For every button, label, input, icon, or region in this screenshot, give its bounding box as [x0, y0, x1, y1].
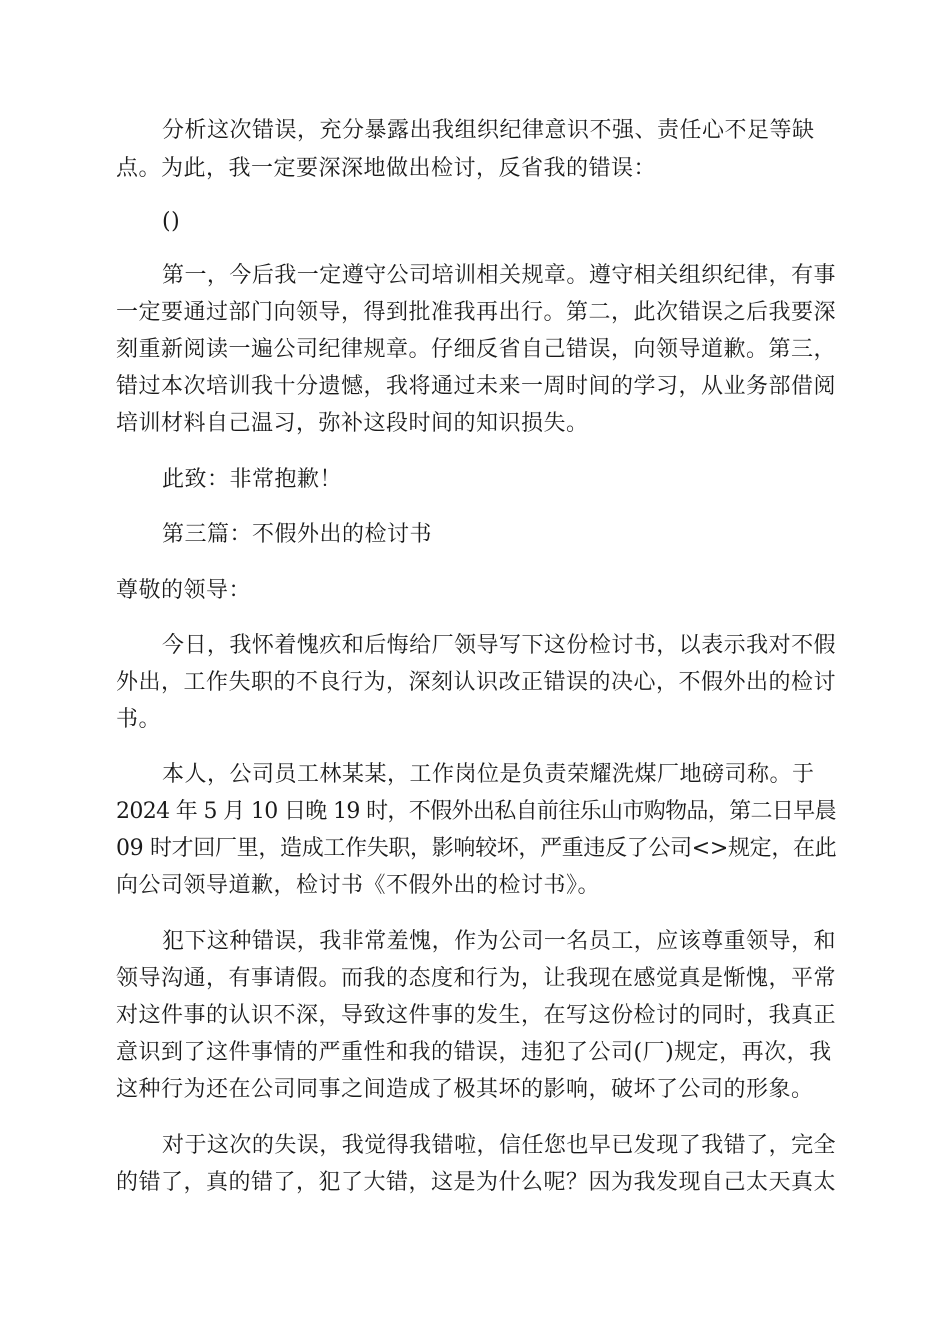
text-line: 刻重新阅读一遍公司纪律规章。仔细反省自己错误，向领导道歉。第三，: [116, 337, 837, 362]
text-line: 09 时才回厂里，造成工作失职，影响较坏，严重违反了公司<>规定，在此: [116, 836, 837, 861]
text-line: 对这件事的认识不深，导致这件事的发生，在写这份检讨的同时，我真正: [116, 1003, 837, 1028]
text-line: (): [162, 209, 181, 234]
text-line: 培训材料自己温习，弥补这段时间的知识损失。: [116, 411, 589, 436]
text-line: 本人，公司员工林某某，工作岗位是负责荣耀洗煤厂地磅司称。于: [162, 762, 815, 787]
text-line: 领导沟通，有事请假。而我的态度和行为，让我现在感觉真是惭愧，平常: [116, 966, 837, 991]
text-line: 外出，工作失职的不良行为，深刻认识改正错误的决心，不假外出的检讨: [116, 670, 837, 695]
text-line: 这种行为还在公司同事之间造成了极其坏的影响，破坏了公司的形象。: [116, 1077, 814, 1102]
text-line: 错过本次培训我十分遗憾，我将通过未来一周时间的学习，从业务部借阅: [116, 374, 837, 399]
text-line: 意识到了这件事情的严重性和我的错误，违犯了公司(厂)规定，再次，我: [116, 1040, 832, 1065]
text-line: 犯下这种错误，我非常羞愧，作为公司一名员工，应该尊重领导，和: [162, 929, 837, 954]
text-line: 一定要通过部门向领导，得到批准我再出行。第二，此次错误之后我要深: [116, 300, 837, 325]
text-line: 2024 年 5 月 10 日晚 19 时，不假外出私自前往乐山市购物品，第二日早晨: [116, 799, 836, 824]
text-line: 对于这次的失误，我觉得我错啦，信任您也早已发现了我错了，完全: [162, 1133, 837, 1158]
text-line: 书。: [116, 707, 162, 732]
text-line: 第一，今后我一定遵守公司培训相关规章。遵守相关组织纪律，有事: [162, 263, 837, 288]
text-line: 此致：非常抱歉！: [162, 467, 343, 492]
section-title: 第三篇：不假外出的检讨书: [162, 522, 433, 547]
text-line: 分析这次错误，充分暴露出我组织纪律意识不强、责任心不足等缺: [162, 118, 815, 143]
text-line: 点。为此，我一定要深深地做出检讨，反省我的错误：: [116, 156, 657, 181]
text-line: 向公司领导道歉，检讨书《不假外出的检讨书》。: [116, 873, 601, 898]
salutation: 尊敬的领导：: [116, 578, 252, 603]
text-line: 的错了，真的错了，犯了大错，这是为什么呢？因为我发现自己太天真太: [116, 1170, 837, 1195]
text-line: 今日，我怀着愧疚和后悔给厂领导写下这份检讨书，以表示我对不假: [162, 633, 837, 658]
